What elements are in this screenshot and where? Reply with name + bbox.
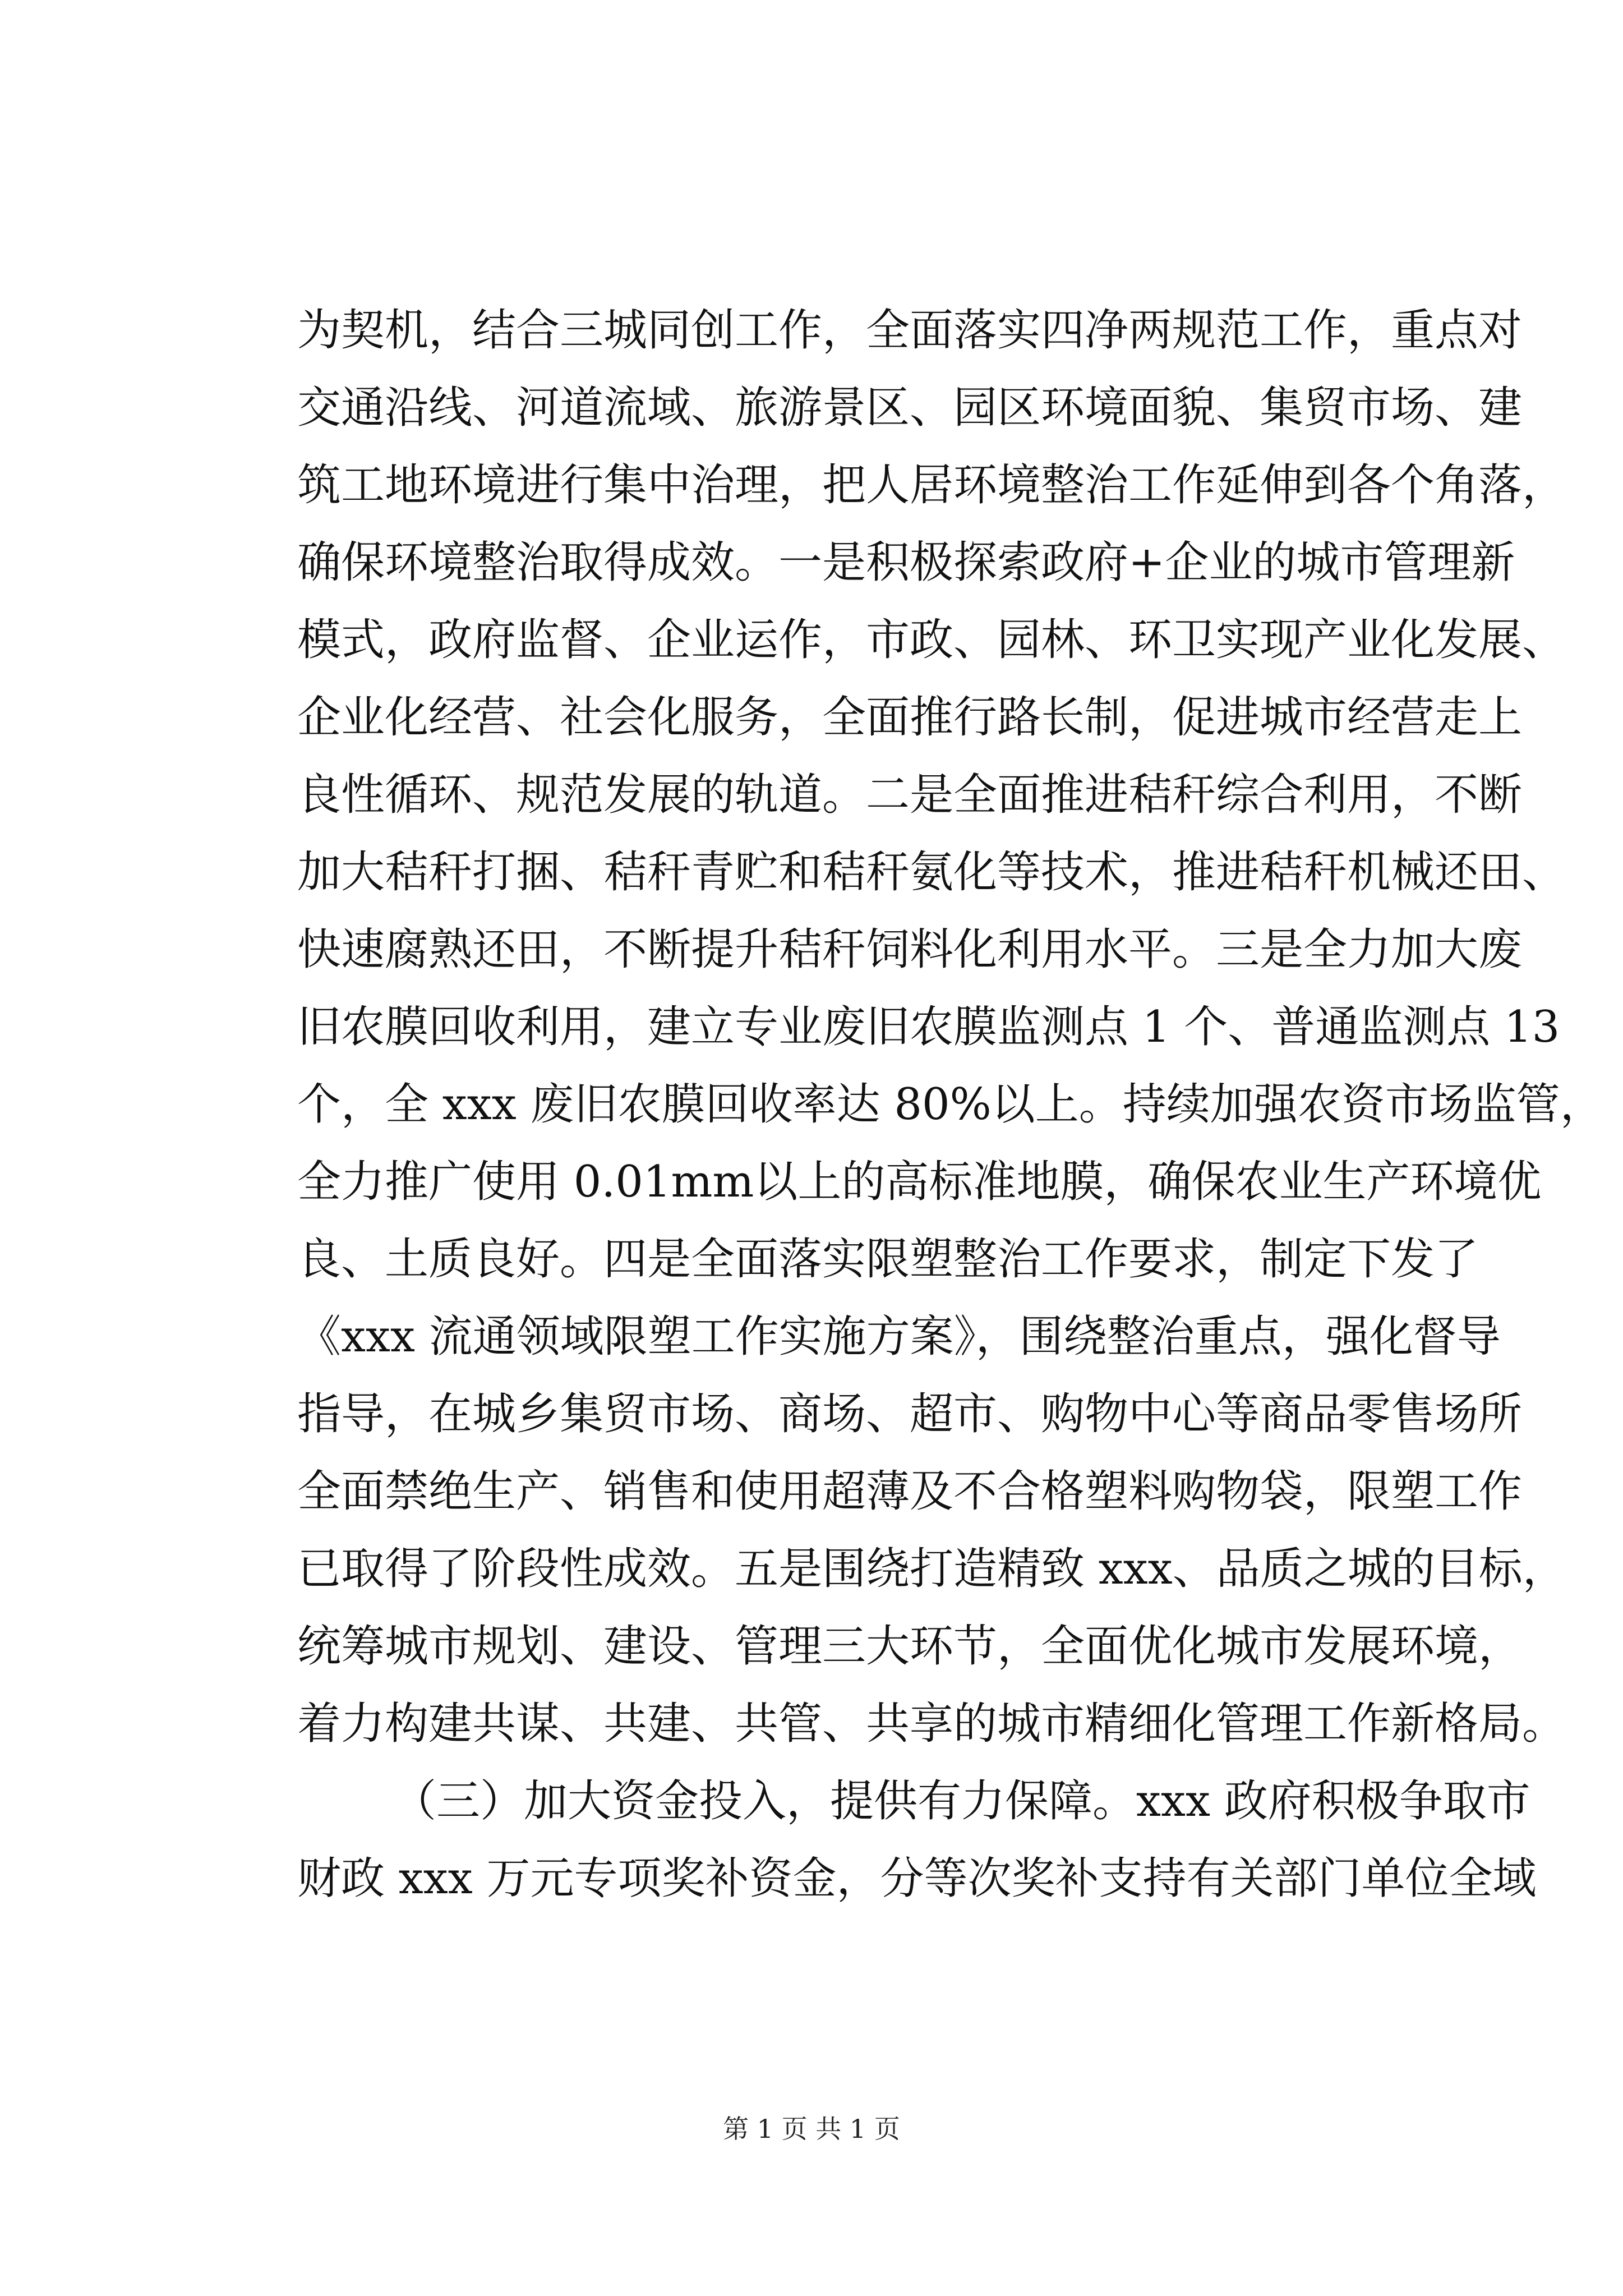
text-line: 《xxx 流通领域限塑工作实施方案》，围绕整治重点，强化督导 [297,1312,1501,1362]
text-line: 为契机，结合三城同创工作，全面落实四净两规范工作，重点对 [297,305,1523,356]
page-number: 第 1 页 共 1 页 [723,2114,900,2144]
section-heading-line: （三）加大资金投入，提供有力保障。xxx 政府积极争取市 [393,1776,1530,1826]
text-line: 交通沿线、河道流域、旅游景区、园区环境面貌、集贸市场、建 [297,383,1523,433]
page-footer [0,2112,1623,2146]
text-line: 全力推广使用 0.01mm以上的高标准地膜，确保农业生产环境优 [297,1157,1542,1207]
text-line: 良性循环、规范发展的轨道。二是全面推进秸秆综合利用，不断 [297,770,1523,820]
text-line: 模式，政府监督、企业运作，市政、园林、环卫实现产业化发展、 [297,615,1566,665]
text-line: 统筹城市规划、建设、管理三大环节，全面优化城市发展环境， [297,1621,1523,1672]
text-line: 加大秸秆打捆、秸秆青贮和秸秆氨化等技术，推进秸秆机械还田、 [297,847,1566,898]
text-line: 企业化经营、社会化服务，全面推行路长制，促进城市经营走上 [297,692,1523,743]
text-line: 筑工地环境进行集中治理，把人居环境整治工作延伸到各个角落， [297,460,1566,510]
text-line: 良、土质良好。四是全面落实限塑整治工作要求，制定下发了 [297,1234,1479,1285]
text-line: 确保环境整治取得成效。一是积极探索政府+企业的城市管理新 [297,537,1515,588]
body-text [297,292,1604,1917]
text-line: 个，全 xxx 废旧农膜回收率达 80%以上。持续加强农资市场监管， [297,1079,1604,1130]
text-line: 已取得了阶段性成效。五是围绕打造精致 xxx、品质之城的目标， [297,1544,1566,1594]
text-line: 着力构建共谋、共建、共管、共享的城市精细化管理工作新格局。 [297,1699,1566,1749]
text-line: 财政 xxx 万元专项奖补资金，分等次奖补支持有关部门单位全域 [297,1853,1537,1904]
text-line: 指导，在城乡集贸市场、商场、超市、购物中心等商品零售场所 [297,1389,1523,1439]
text-line: 旧农膜回收利用，建立专业废旧农膜监测点 1 个、普通监测点 13 [297,1002,1560,1052]
text-line: 全面禁绝生产、销售和使用超薄及不合格塑料购物袋，限塑工作 [297,1466,1523,1517]
text-line: 快速腐熟还田，不断提升秸秆饲料化利用水平。三是全力加大废 [297,924,1523,975]
